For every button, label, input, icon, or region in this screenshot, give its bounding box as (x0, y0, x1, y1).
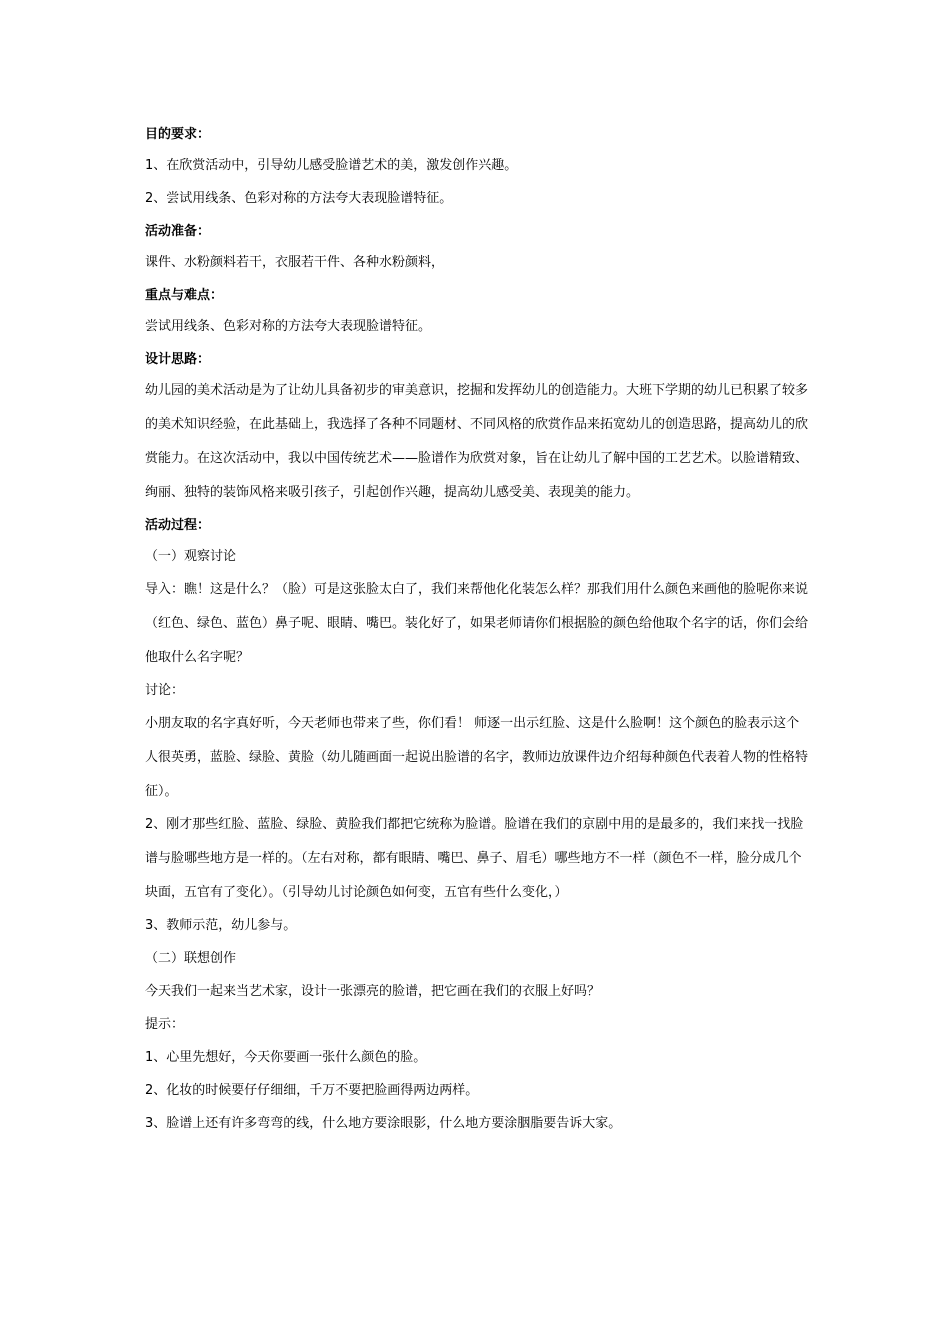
discussion-paragraph: 小朋友取的名字真好听，今天老师也带来了些，你们看！ 师逐一出示红脸、这是什么脸啊！这个颜色的脸表示这个人很英勇，蓝脸、绿脸、黄脸（幼儿随画面一起说出脸谱的名字，教师边放课件边介绍每种颜色代表着人物的性格特征）。 (145, 716, 809, 799)
intro-paragraph: 导入：瞧！这是什么？（脸）可是这张脸太白了，我们来帮他化化装怎么样？那我们用什么颜色来画他的脸呢你来说（红色、绿色、蓝色）鼻子呢、眼睛、嘴巴。装化好了，如果老师请你们根据脸的颜色给他取个名字的话，你们会给他取什么名字呢？ (145, 582, 809, 665)
discussion-label: 讨论： (145, 683, 185, 698)
heading-design-idea: 设计思路： (145, 352, 211, 367)
preparation-text: 课件、水粉颜料若干，衣服若干件、各种水粉颜料， (145, 255, 445, 270)
document-page (145, 125, 810, 1147)
comparison-paragraph: 2、刚才那些红脸、蓝脸、绿脸、黄脸我们都把它统称为脸谱。脸谱在我们的京剧中用的是最多的，我们来找一找脸谱与脸哪些地方是一样的。（左右对称，都有眼睛、嘴巴、鼻子、眉毛）哪些地方不一样（颜色不一样，脸分成几个块面，五官有了变化）。（引导幼儿讨论颜色如何变，五官有些什么变化，） (145, 817, 804, 900)
creation-intro: 今天我们一起来当艺术家，设计一张漂亮的脸谱，把它画在我们的衣服上好吗？ (145, 984, 601, 999)
heading-preparation: 活动准备： (145, 224, 211, 239)
heading-objectives: 目的要求： (145, 127, 211, 142)
tip-item-1: 1、心里先想好，今天你要画一张什么颜色的脸。 (145, 1050, 427, 1065)
key-points-text: 尝试用线条、色彩对称的方法夸大表现脸谱特征。 (145, 319, 432, 334)
objective-item-1: 1、在欣赏活动中，引导幼儿感受脸谱艺术的美，激发创作兴趣。 (145, 158, 518, 173)
heading-key-points: 重点与难点： (145, 288, 224, 303)
design-idea-paragraph: 幼儿园的美术活动是为了让幼儿具备初步的审美意识，挖掘和发挥幼儿的创造能力。大班下学期的幼儿已积累了较多的美术知识经验，在此基础上，我选择了各种不同题材、不同风格的欣赏作品来拓宽幼儿的创造思路，提高幼儿的欣赏能力。在这次活动中，我以中国传统艺术——脸谱作为欣赏对象，旨在让幼儿了解中国的工艺艺术。以脸谱精致、绚丽、独特的装饰风格来吸引孩子，引起创作兴趣，提高幼儿感受美、表现美的能力。 (145, 383, 809, 500)
tip-item-3: 3、脸谱上还有许多弯弯的线，什么地方要涂眼影，什么地方要涂胭脂要告诉大家。 (145, 1116, 622, 1131)
heading-process: 活动过程： (145, 518, 211, 533)
tips-label: 提示： (145, 1017, 185, 1032)
objective-item-2: 2、尝试用线条、色彩对称的方法夸大表现脸谱特征。 (145, 191, 453, 206)
process-section-1-title: （一）观察讨论 (145, 549, 237, 564)
demonstration-item: 3、教师示范，幼儿参与。 (145, 918, 297, 933)
tip-item-2: 2、化妆的时候要仔仔细细，千万不要把脸画得两边两样。 (145, 1083, 479, 1098)
process-section-2-title: （二）联想创作 (145, 951, 237, 966)
